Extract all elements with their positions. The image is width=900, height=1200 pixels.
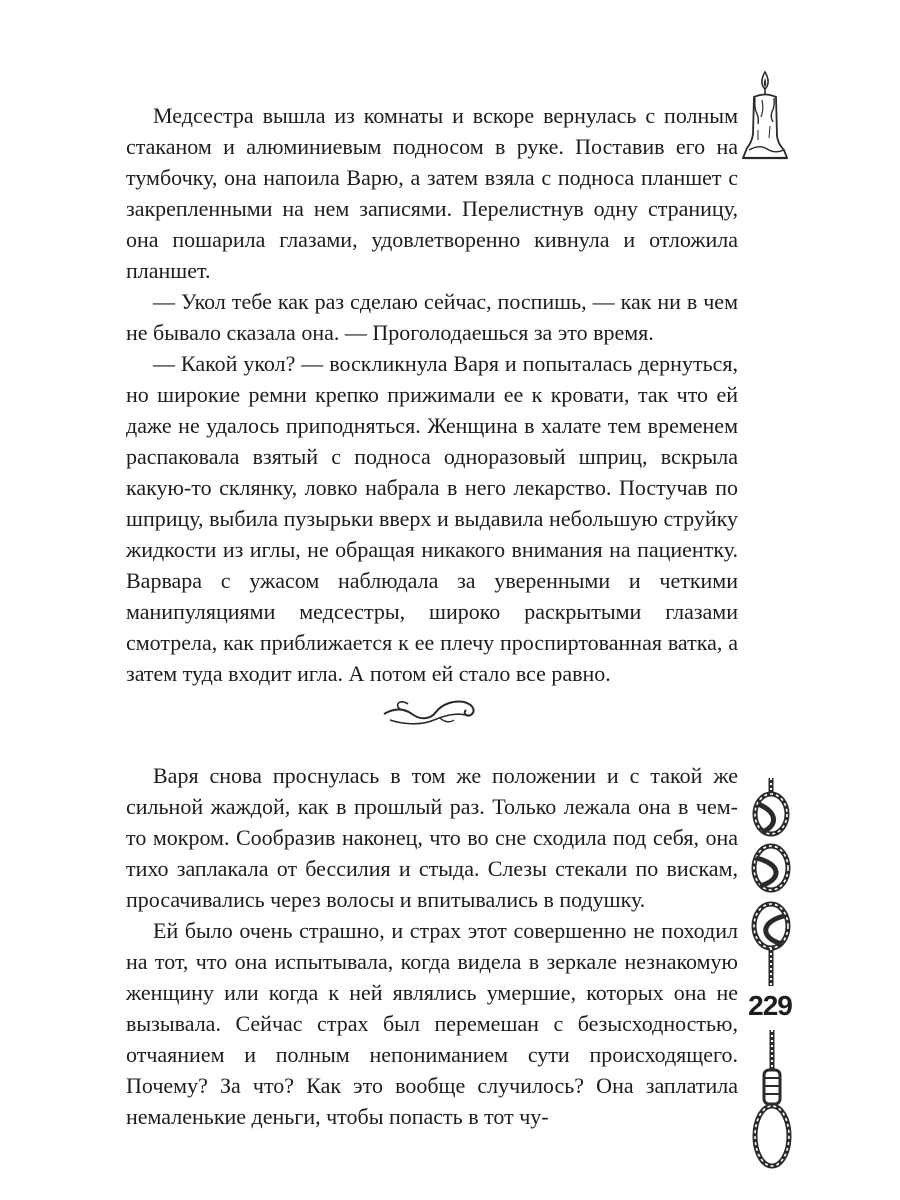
paragraph: Медсестра вышла из комнаты и вскоре вернулась с полным стаканом и алюминиевым подносом в руке. Поставив его на тумбочку, она напоила Варю, а затем взяла с подноса планшет с закрепленными на нем записями. Перелистнув одну страницу, она пошарила глазами, удовлетворенно кивнула и отложила планшет. [126,103,738,283]
text-section-1 [126,100,738,689]
paragraph: Варя снова проснулась в том же положении и с такой же сильной жаждой, как в прошлый раз. Только лежала она в чем-то мокром. Сообразив наконец, что во сне сходила под себя, она тихо заплакала от бессилия и стыда. Слезы стекали по вискам, просачивались через волосы и впитывались в подушку. [126,763,738,912]
paragraph: — Укол тебе как раз сделаю сейчас, поспишь, — как ни в чем не бывало сказала она. — Проголодаешься за это время. [126,289,738,345]
page-number: 229 [748,990,792,1021]
paragraph: — Какой укол? — воскликнула Варя и попыталась дернуться, но широкие ремни крепко прижимали ее к кровати, так что ей даже не удалось приподняться. Женщина в халате тем временем распаковала взятый с подноса одноразовый шприц, вскрыла какую-то склянку, ловко набрала в него лекарство. Постучав по шприцу, выбила пузырьки вверх и выдавила небольшую струйку жидкости из иглы, не обращая никакого внимания на пациентку. Варвара с ужасом наблюдала за уверенными и четкими манипуляциями медсестры, широко раскрытыми глазами смотрела, как приближается к ее плечу проспиртованная ватка, а затем туда входит игла. А потом ей стало все равно. [126,351,738,686]
flourish-ornament-icon [380,690,480,730]
rope-knots-icon [748,778,794,986]
paragraph: Ей было очень страшно, и страх этот совершенно не походил на тот, что она испытывала, когда видела в зеркале незнакомую женщину или когда к ней являлись умершие, которых она не вызывала. Сейчас страх был перемешан с безысходностью, отчаянием и полным непониманием сути происходящего. Почему? За что? Как это вообще случилось? Она заплатила немаленькие деньги, чтобы попасть в тот чу- [126,918,738,1129]
candle-icon [740,70,790,165]
rope-noose-icon [752,1030,792,1170]
text-section-2 [126,760,738,1132]
